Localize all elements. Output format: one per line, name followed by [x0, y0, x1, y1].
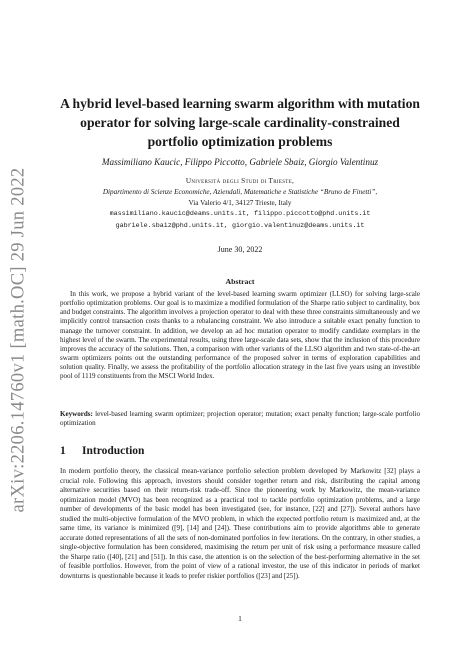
email-line: massimiliano.kaucic@deams.units.it, filippo.piccotto@phd.units.it — [109, 210, 371, 218]
address: Via Valerio 4/1, 34127 Trieste, Italy — [188, 198, 292, 207]
author-list: Massimiliano Kaucic, Filippo Piccotto, Gabriele Sbaiz, Giorgio Valentinuz — [101, 157, 379, 167]
paper-date: June 30, 2022 — [217, 245, 263, 254]
section-title: Introduction — [82, 445, 145, 457]
abstract-text: In this work, we propose a hybrid variant of the level-based learning swarm optimizer (LLSO) for solving large-scale portfolio optimization problems. Our goal is to maximize a modified formulation of the Sharpe ratio subject to cardinality, box and budget constraints. The algorithm involves a projection operator to deal with these three constraints simultaneously and we implicitly control transaction costs thanks to a rebalancing constraint. We also introduce a suitable exact penalty function to manage the turnover constraint. In addition, we develop an ad hoc mutation operator to modify candidate exemplars in the highest level of the swarm. The experimental results, using three large-scale data sets, show that the inclusion of this procedure improves the accuracy of the solutions. Then, a comparison with other variants of the LLSO algorithm and two state-of-the-art swarm optimizers points out the outstanding performance of the proposed solver in terms of exploration capabilities and solution quality. Finally, we assess the profitability of the portfolio allocation strategy in the last five years using an investible pool of 1119 constituents from the MSCI World Index. — [60, 290, 420, 381]
page-number: 1 — [238, 614, 242, 623]
arxiv-watermark — [4, 167, 34, 513]
affiliation — [60, 176, 420, 208]
keywords-label: Keywords: — [60, 410, 93, 418]
department: Dipartimento di Scienze Economiche, Aziendali, Matematiche e Statistiche “Bruno de Finetti”, — [102, 187, 378, 196]
paper-title: A hybrid level-based learning swarm algorithm with mutation operator for solving large-scale cardinality-constrained portfolio optimization problems — [60, 96, 420, 149]
email-line: gabriele.sbaiz@phd.units.it, giorgio.valentinuz@deams.units.it — [115, 221, 365, 230]
arxiv-id: arXiv:2206.14760v1 [math.OC] 29 Jun 2022 — [8, 167, 29, 513]
email-block — [60, 209, 420, 232]
university: Università degli Studi di Trieste, — [185, 177, 295, 185]
section-heading — [60, 445, 420, 457]
intro-paragraph: In modern portfolio theory, the classical mean-variance portfolio selection problem developed by Markowitz [32] plays a crucial role. Following this approach, investors should consider together return and risk, distributing the capital among alternative securities based on their return-risk trade-off. Since the pioneering work by Markowitz, the mean-variance optimization model (MVO) has been recognized as a practical tool to tackle portfolio optimization problems, and a large number of developments of the basic model has been investigated (see, for instance, [22] and [27]). Several authors have studied the multi-objective formulation of the MVO problem, in which the expected portfolio return is maximized and, at the same time, its variance is minimized ([9], [14] and [24]). These contributions aim to provide algorithms able to generate accurate dotted representations of all the sets of non-dominated portfolios in few iterations. On the contrary, in other studies, a single-objective formulation has been considered, maximising the return per unit of risk using a performance measure called the Sharpe ratio ([40], [21] and [51]). In this case, the attention is on the selection of the best-performing alternative in the set of feasible portfolios. However, from the point of view of a rational investor, the use of this indicator in periods of market downturns is questionable because it leads to prefer riskier portfolios ([23] and [25]). — [60, 467, 420, 580]
abstract-heading: Abstract — [225, 277, 255, 286]
section-number: 1 — [60, 445, 66, 457]
keywords-text: level-based learning swarm optimizer; projection operator; mutation; exact penalty function; large-scale portfolio optimization — [60, 410, 420, 428]
keywords — [60, 410, 420, 428]
